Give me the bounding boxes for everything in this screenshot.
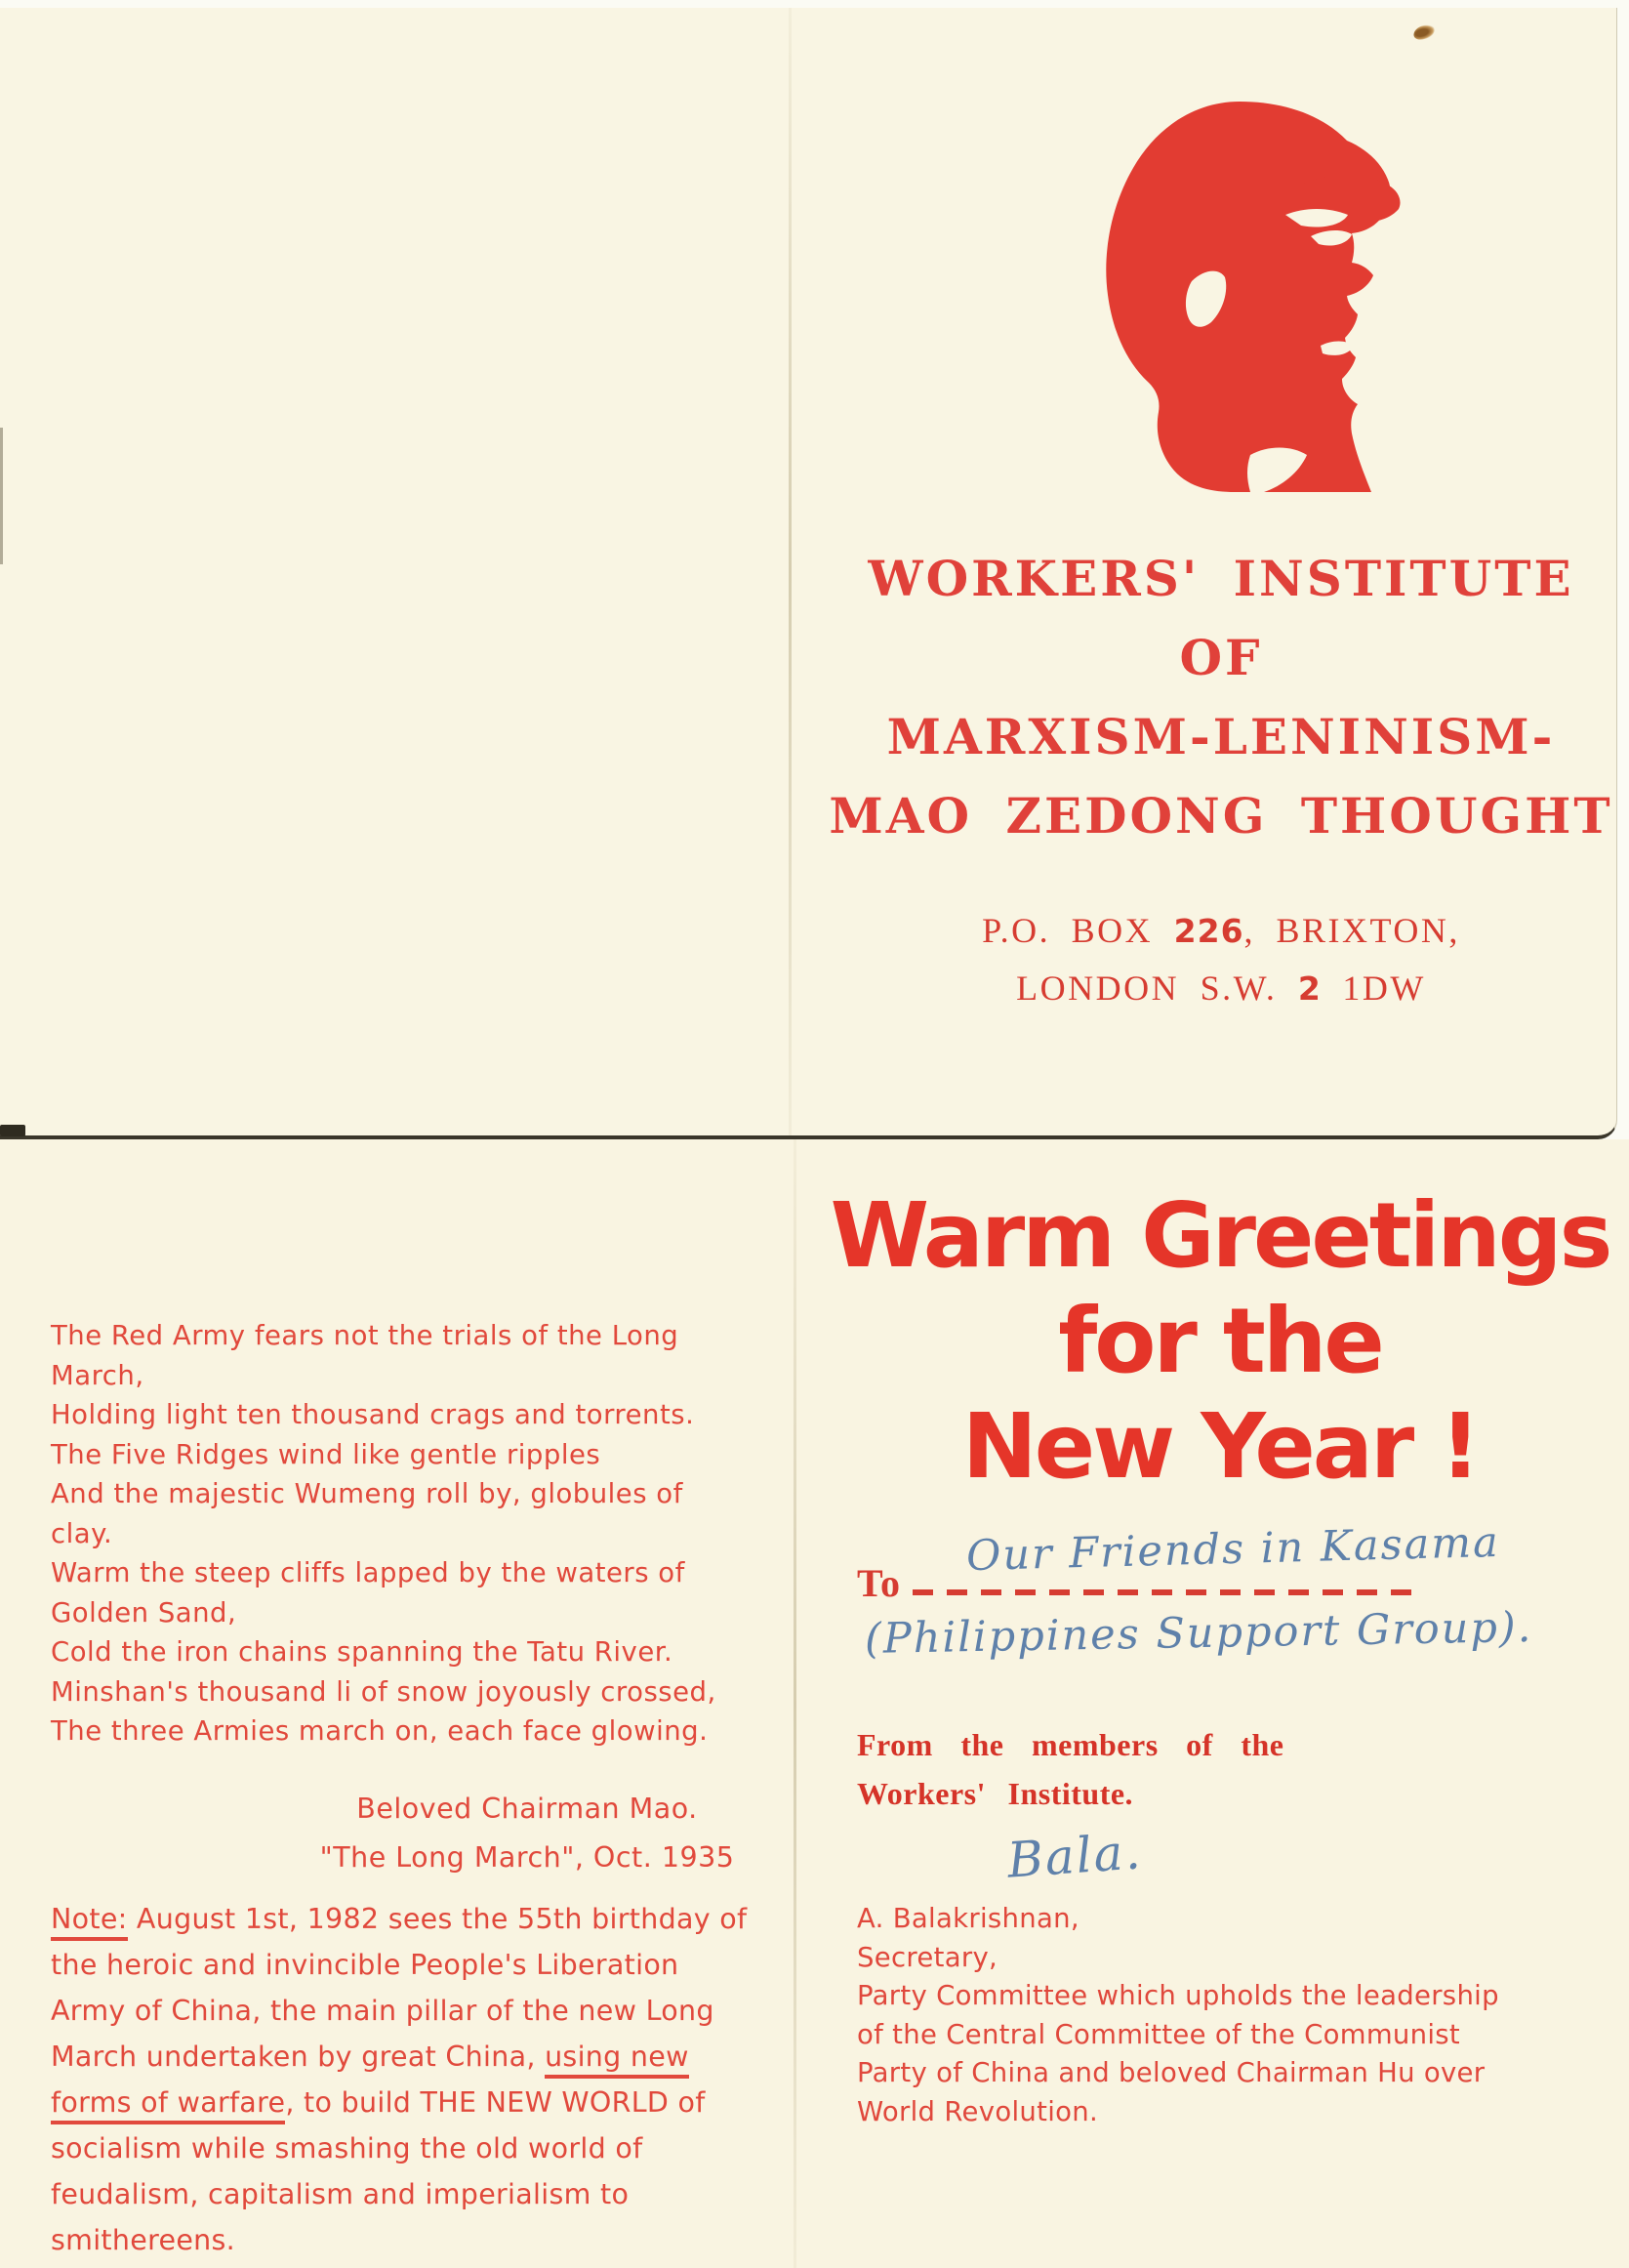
poem-line: Golden Sand, bbox=[51, 1596, 237, 1629]
from-line-1: From the members of the bbox=[857, 1727, 1284, 1762]
long-march-poem bbox=[51, 1316, 746, 1752]
poem-line: Holding light ten thousand crags and torrents. bbox=[51, 1399, 695, 1430]
po-box-number: 226 bbox=[1173, 912, 1244, 950]
poem-line: March, bbox=[51, 1359, 144, 1391]
to-label: To bbox=[857, 1561, 902, 1605]
institute-title-line-2: OF bbox=[1179, 629, 1263, 686]
note-underlined-phrase: using new forms of warfare bbox=[51, 2041, 689, 2124]
recipient-handwriting-line2: (Philippines Support Group). bbox=[864, 1603, 1533, 1664]
note-label: Note: bbox=[51, 1903, 128, 1941]
mao-portrait-image bbox=[1059, 90, 1428, 492]
birthday-note bbox=[51, 1896, 750, 2263]
poem-line: Cold the iron chains spanning the Tatu River. bbox=[51, 1636, 673, 1668]
dashed-underline bbox=[913, 1589, 1416, 1595]
signatory-block bbox=[857, 1900, 1579, 2131]
from-line-2: Workers' Institute. bbox=[857, 1776, 1134, 1811]
poem-line: Minshan's thousand li of snow joyously crossed, bbox=[51, 1675, 716, 1708]
greeting-headline bbox=[830, 1183, 1610, 1500]
note-text-part2: , to build THE NEW WORLD of socialism while smashing the old world of feudalism, capitalism and imperialism to smithereens. bbox=[51, 2086, 706, 2256]
postal-district-number: 2 bbox=[1297, 969, 1322, 1008]
institute-title-line-3: MARXISM-LENINISM- bbox=[886, 708, 1556, 765]
address-line-2 bbox=[825, 960, 1617, 1017]
greeting-line-1: Warm Greetings bbox=[830, 1183, 1610, 1288]
poem-line: clay. bbox=[51, 1517, 113, 1549]
signatory-line: of the Central Committee of the Communist bbox=[857, 2018, 1461, 2050]
from-block bbox=[857, 1720, 1462, 1818]
institute-title-line-4: MAO ZEDONG THOUGHT bbox=[829, 787, 1613, 845]
address-line2-pre: LONDON S.W. bbox=[1016, 969, 1298, 1008]
institute-title bbox=[825, 539, 1617, 855]
institute-address bbox=[825, 902, 1617, 1017]
greeting-line-3: New Year ! bbox=[961, 1394, 1479, 1499]
poem-attribution bbox=[234, 1785, 820, 1882]
signatory-line: Secretary, bbox=[857, 1941, 998, 1973]
poem-line: The Red Army fears not the trials of the Long bbox=[51, 1320, 679, 1351]
address-line2-post: 1DW bbox=[1321, 969, 1426, 1008]
signatory-line: A. Balakrishnan, bbox=[857, 1903, 1079, 1934]
recipient-handwriting-line1: Our Friends in Kasama bbox=[965, 1517, 1501, 1582]
attribution-line-2: "The Long March", Oct. 1935 bbox=[319, 1841, 735, 1874]
signatory-line: Party Committee which upholds the leadership bbox=[857, 1980, 1499, 2011]
paper-edge-mark bbox=[0, 428, 3, 564]
greeting-line-2: for the bbox=[1058, 1289, 1382, 1393]
address-line1-pre: P.O. BOX bbox=[982, 911, 1174, 950]
attribution-line-1: Beloved Chairman Mao. bbox=[356, 1793, 698, 1825]
signatory-line: World Revolution. bbox=[857, 2095, 1099, 2127]
address-line-1 bbox=[825, 902, 1617, 960]
signature-handwriting: Bala. bbox=[1005, 1823, 1145, 1889]
note-text-part1: August 1st, 1982 sees the 55th birthday of the heroic and invincible People's Liberation Army of China, the main pillar of the new Long March undertaken by great China, bbox=[51, 1903, 748, 2073]
fold-crease-top bbox=[789, 8, 792, 1135]
fold-crease-bottom bbox=[794, 1139, 796, 2268]
signatory-line: Party of China and beloved Chairman Hu over bbox=[857, 2057, 1486, 2088]
poem-line: And the majestic Wumeng roll by, globules of bbox=[51, 1478, 683, 1509]
address-line1-post: , BRIXTON, bbox=[1243, 911, 1460, 950]
poem-line: The three Armies march on, each face glowing. bbox=[51, 1715, 709, 1747]
card-edge-corner bbox=[0, 1125, 25, 1136]
poem-line: The Five Ridges wind like gentle ripples bbox=[51, 1438, 601, 1470]
institute-title-line-1: WORKERS' INSTITUTE bbox=[868, 550, 1574, 607]
poem-line: Warm the steep cliffs lapped by the waters of bbox=[51, 1557, 685, 1588]
